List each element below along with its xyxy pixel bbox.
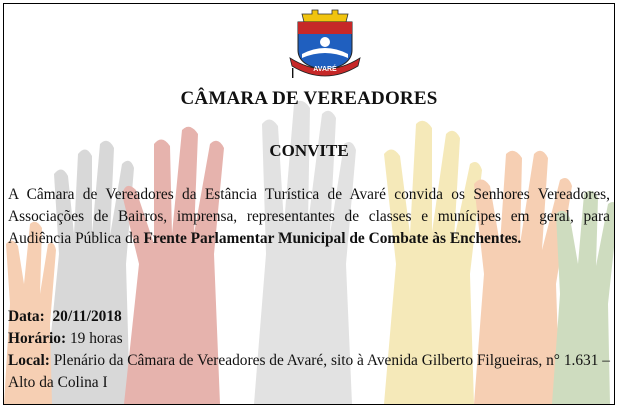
invitation-card (3, 3, 615, 405)
place-label: Local: (8, 352, 50, 369)
event-time (8, 328, 610, 350)
invite-heading: CONVITE (269, 141, 349, 160)
time-value: 19 horas (69, 330, 123, 347)
coat-of-arms-text: AVARÉ (313, 66, 337, 73)
place-value: Plenário da Câmara de Vereadores de Avaré, sito à Avenida Gilberto Filgueiras, n° 1.631 – Alto da Colina I (8, 352, 610, 391)
date-label: Data: (8, 308, 45, 325)
invite-body (8, 184, 610, 250)
date-value: 20/11/2018 (52, 308, 122, 325)
time-label: Horário: (8, 330, 67, 347)
invite-body-plain: A Câmara de Vereadores da Estância Turística de Avaré convida os Senhores Vereadores, Associações de Bairros, imprensa, representantes de classes e munícipes em geral, para Audiência Pública da (8, 186, 610, 247)
event-location (8, 350, 610, 394)
invite-body-bold: Frente Parlamentar Municipal de Combate às Enchentes. (143, 230, 522, 247)
event-date (8, 306, 610, 328)
city-coat-of-arms-icon (288, 8, 362, 78)
page-title: CÂMARA DE VEREADORES (180, 88, 438, 109)
